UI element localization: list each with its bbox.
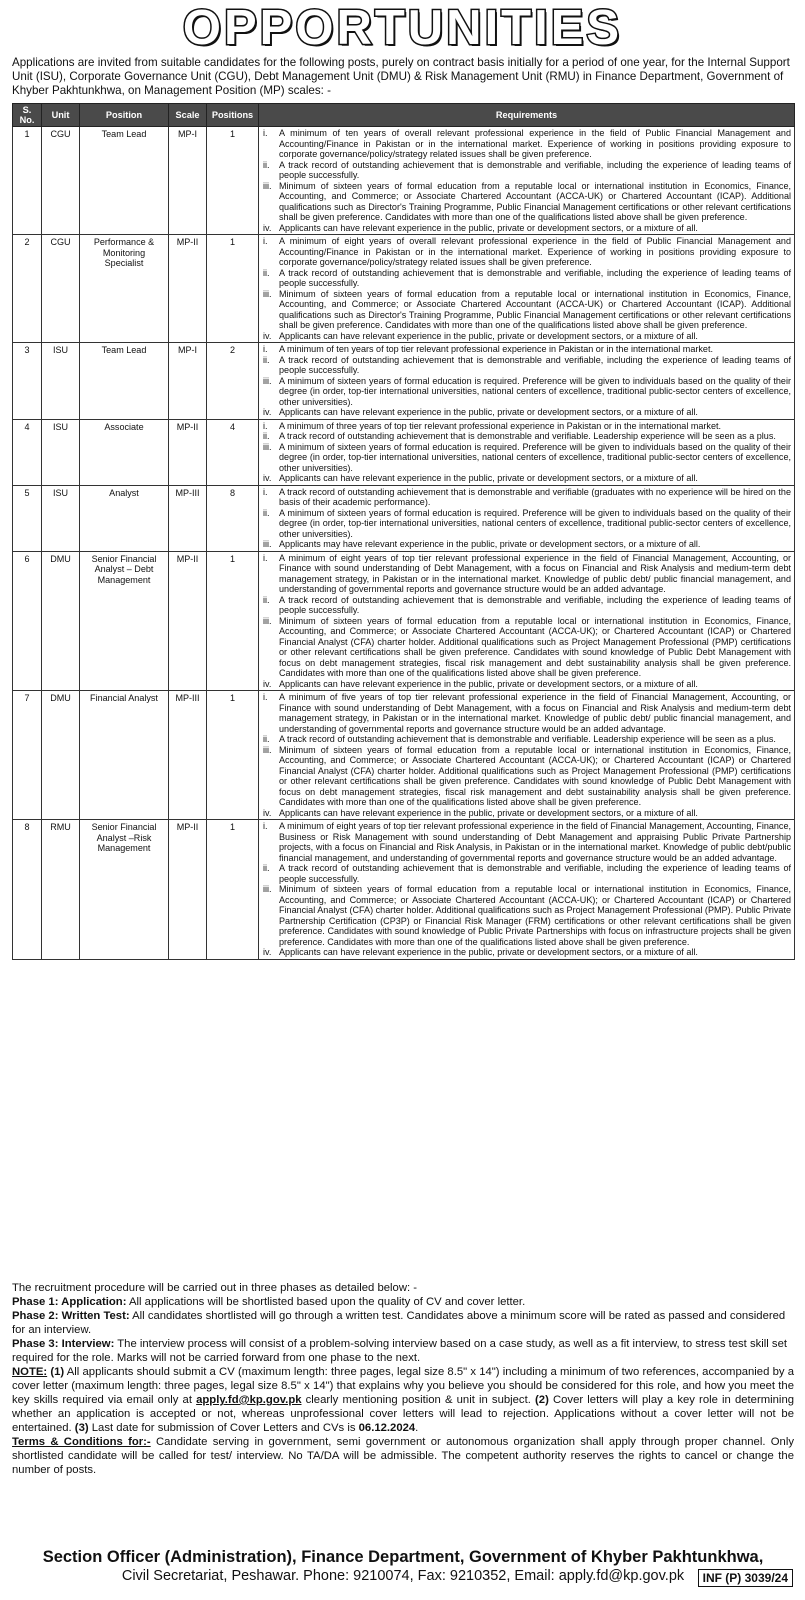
cell-scale: MP-II [169,820,207,960]
cell-scale: MP-II [169,419,207,485]
requirement-item [263,595,791,616]
cell-requirements [259,419,795,485]
requirement-text: A track record of outstanding achievement that is demonstrable and verifiable, including the experience of leading teams of people successfully. [279,159,791,180]
cell-requirements [259,127,795,235]
note-num-2: (2) [530,1394,549,1406]
requirement-item [263,487,791,508]
requirement-number: iii. [263,180,272,191]
requirement-text: A track record of outstanding achievement that is demonstrable and verifiable (graduates with no experience will be hired on the basis of their academic performance). [279,486,791,507]
page-title: OPPORTUNITIES [182,1,623,55]
note-label: NOTE: [12,1366,48,1378]
requirement-text: A track record of outstanding achievement that is demonstrable and verifiable, including the experience of leading teams of people successfully. [279,354,791,375]
cell-unit: ISU [42,343,80,420]
cell-positions: 1 [207,691,259,820]
cell-requirements [259,235,795,343]
note-text-1: All applicants should submit a CV (maximum length: three pages, legal size 8.5" x 14") including a minimum of two references, accompanied by a cover letter (maximum length: three pages, legal size 8.5" x 14") that explains why you believe you should be considered for this role, and how you meet the key skills required via email only at [12,1366,794,1406]
requirement-item [263,821,791,863]
cell-positions: 1 [207,127,259,235]
note-num-3: (3) [71,1422,89,1434]
requirement-item [263,947,791,958]
requirement-text: Applicants can have relevant experience in the public, private or development sectors, or a mixture of all. [279,678,698,689]
requirement-number: i. [263,552,268,563]
requirement-number: iii. [263,615,272,626]
cell-position: Senior Financial Analyst – Debt Management [80,551,169,691]
requirement-number: ii. [263,507,270,518]
requirements-list [263,553,791,690]
requirement-text: A track record of outstanding achievement that is demonstrable and verifiable. Leadership experience will be seen as a plus. [279,734,776,744]
table-row [13,235,795,343]
cell-scale: MP-III [169,485,207,551]
requirement-number: ii. [263,159,270,170]
requirement-number: iv. [263,473,272,483]
requirement-number: i. [263,692,268,702]
requirement-number: iii. [263,539,272,549]
requirement-text: Minimum of sixteen years of formal education from a reputable local or international institution in Economics, Finance, Accounting, and Commerce; or Associate Chartered Accountant (ACCA-UK); or Chartered Accountant (ICAP) or Chartered Financial Analyst (CFA) charter holder. Additional qualifications such as Project Management Professional (PMP) certifications or other relevant certifications shall be given preference. Candidates with sound knowledge of Public Debt Management with focus on debt management strategies, fiscal risk management and debt sustainability analysis shall be given preference. Candidates with more than one of the qualifications listed above shall be given preference. [279,744,791,807]
requirement-number: ii. [263,863,270,873]
table-row [13,551,795,691]
requirement-text: Applicants can have relevant experience in the public, private or development sectors, or a mixture of all. [279,222,698,233]
phase-3-label: Phase 3: Interview: [12,1338,115,1350]
cell-positions: 1 [207,820,259,960]
table-header-row [13,104,795,127]
requirement-number: i. [263,420,268,431]
requirement-number: iv. [263,947,272,957]
requirement-text: A track record of outstanding achievement that is demonstrable and verifiable, including the experience of leading teams of people successfully. [279,863,791,884]
requirement-item [263,128,791,160]
requirement-number: i. [263,821,268,831]
note-text-3: Last date for submission of Cover Letters and CVs is [88,1422,359,1434]
requirement-text: Minimum of sixteen years of formal education from a reputable local or international institution in Economics, Finance, Accounting, and Commerce; or Associate Chartered Accountant (ACCA-UK); or Chartered Accountant (ICAP) or Chartered Financial Analyst (CFA) charter holder. Additional qualifications such as Project Management Professional (PMP) certifications or other relevant certifications shall be given preference. Candidates with sound knowledge of Public Debt Management with focus on debt management strategies, fiscal risk management and debt sustainability analysis shall be given preference. Candidates with more than one of the qualifications listed above shall be given preference. [279,615,791,678]
requirement-number: i. [263,486,268,497]
requirement-number: iii. [263,375,272,386]
cell-scale: MP-II [169,551,207,691]
requirement-text: Applicants can have relevant experience in the public, private or development sectors, or a mixture of all. [279,330,698,341]
requirement-number: iv. [263,330,272,341]
requirement-number: iii. [263,441,272,452]
requirement-item [263,376,791,408]
requirement-number: ii. [263,734,270,744]
terms-paragraph [12,1435,794,1477]
requirement-text: Applicants can have relevant experience in the public, private or development sectors, or a mixture of all. [279,807,698,818]
requirement-number: iii. [263,288,272,299]
requirements-list [263,421,791,484]
note-date: 06.12.2024 [358,1422,416,1434]
requirement-number: i. [263,236,268,246]
requirement-item [263,473,791,484]
terms-text: Candidate serving in government, semi government or autonomous organization shall apply through proper channel. Only shortlisted candidate will be called for test/ interview. No TA/DA will be admissible. The competent authority reserves the rights to cancel or change the number of posts. [12,1436,794,1476]
requirement-text: A minimum of five years of top tier relevant professional experience in the field of Financial Management, Accounting, or Finance with sound understanding of Debt Management, with a focus on Financial and Risk Analysis and medium-term debt management strategy, in Pakistan or in the international market. Knowledge of public debt/ public financial management, and understanding of governmental reports and governance structure would be an added advantage. [279,692,791,734]
cell-sno: 5 [13,485,42,551]
requirement-item [263,431,791,442]
requirement-item [263,407,791,418]
table-row [13,419,795,485]
requirement-item [263,808,791,819]
phase-2 [12,1309,794,1337]
table-row [13,691,795,820]
cell-positions: 2 [207,343,259,420]
requirement-text: Applicants can have relevant experience in the public, private or development sectors, or a mixture of all. [279,407,698,417]
requirement-item [263,616,791,679]
requirements-list [263,692,791,818]
requirement-text: A track record of outstanding achievement that is demonstrable and verifiable, including the experience of leading teams of people successfully. [279,594,791,615]
requirement-item [263,223,791,234]
note-email-link[interactable]: apply.fd@kp.gov.pk [196,1394,302,1406]
header-position: Position [80,104,169,127]
cell-unit: ISU [42,419,80,485]
cell-position: Performance & Monitoring Specialist [80,235,169,343]
requirement-text: Minimum of sixteen years of formal education from a reputable local or international institution in Economics, Finance, Accounting, and Commerce; or Associate Chartered Accountant (ACCA-UK) or Chartered Accountant (ICAP). Additional qualifications such as Director's Training Programme, Public Financial Management certifications or other relevant certifications shall be given preference. Candidates with more than one of the qualifications listed above shall be given preference. [279,288,791,330]
requirement-item [263,539,791,550]
requirement-item [263,553,791,595]
requirement-number: iv. [263,807,272,818]
header-requirements: Requirements [259,104,795,127]
cell-unit: CGU [42,235,80,343]
requirement-text: A minimum of three years of top tier relevant professional experience in Pakistan or in the international market. [279,420,722,431]
requirement-text: A minimum of sixteen years of formal education is required. Preference will be given to individuals based on the quality of their degree (in order, top-tier international universities, national centers of excellence, traditional public-sector centers of excellence, other universities). [279,441,791,473]
requirement-item [263,692,791,734]
cell-position: Financial Analyst [80,691,169,820]
cell-positions: 4 [207,419,259,485]
cell-scale: MP-I [169,343,207,420]
requirement-number: iv. [263,222,272,233]
cell-requirements [259,551,795,691]
cell-requirements [259,691,795,820]
requirements-list [263,821,791,958]
table-row [13,485,795,551]
phase-1-label: Phase 1: Application: [12,1296,127,1308]
requirement-item [263,442,791,474]
cell-position: Team Lead [80,127,169,235]
requirement-number: ii. [263,354,270,365]
terms-label: Terms & Conditions for:- [12,1436,151,1448]
phase-1 [12,1295,794,1309]
cell-sno: 7 [13,691,42,820]
cell-position: Associate [80,419,169,485]
requirement-item [263,745,791,808]
requirement-number: i. [263,128,268,138]
cell-positions: 1 [207,235,259,343]
cell-unit: CGU [42,127,80,235]
cell-requirements [259,820,795,960]
cell-position: Team Lead [80,343,169,420]
procedure-section [12,1281,794,1477]
header-positions: Positions [207,104,259,127]
requirement-item [263,679,791,690]
requirement-number: iv. [263,678,272,689]
phase-3-text: The interview process will consist of a problem-solving interview based on a case study, as well as a fit interview, to stress test skill set required for the role. Marks will not be carried forward from one phase to the next. [12,1338,787,1364]
requirements-list [263,128,791,233]
cell-unit: ISU [42,485,80,551]
procedure-intro: The recruitment procedure will be carried out in three phases as detailed below: - [12,1282,418,1294]
table-body [13,127,795,960]
requirement-item [263,421,791,432]
header-sno: S. No. [13,104,42,127]
requirement-item [263,289,791,331]
requirement-item [263,734,791,745]
requirement-text: A minimum of sixteen years of formal education is required. Preference will be given to individuals based on the quality of their degree (in order, top-tier international universities, national centers of excellence, traditional public-sector centers of excellence, other universities). [279,375,791,407]
table-row [13,127,795,235]
note-text-3-end: . [415,1422,419,1434]
table-row [13,343,795,420]
note-paragraph [12,1365,794,1435]
phase-2-text: All candidates shortlisted will go through a written test. Candidates above a minimum score will be rated as passed and considered for an interview. [12,1310,786,1336]
header-banner [0,0,805,56]
cell-sno: 2 [13,235,42,343]
requirements-list [263,344,791,418]
requirement-text: Minimum of sixteen years of formal education from a reputable local or international institution in Economics, Finance, Accounting, and Commerce; or Associate Chartered Accountant (ACCA-UK); or Chartered Accountant (ICAP) or Chartered Financial Analyst (CFA) charter holder. Additional qualifications such as Project Management Professional (PMP). Public Private Partnership Certification (CP3P) or Financial Risk Manager (FRM) certifications or other relevant certifications shall be given preference. Candidates with sound knowledge of Public Private Partnerships with focus on infrastructure projects shall be given preference. Candidates with more than one of the qualifications listed above shall be given preference. [279,884,791,947]
requirement-item [263,344,791,355]
header-unit: Unit [42,104,80,127]
requirement-item [263,160,791,181]
cell-unit: RMU [42,820,80,960]
requirement-item [263,236,791,268]
requirement-text: A track record of outstanding achievement that is demonstrable and verifiable. Leadership experience will be seen as a plus. [279,431,776,441]
cell-positions: 8 [207,485,259,551]
footer-line-1: Section Officer (Administration), Finance Department, Government of Khyber Pakhtunkhwa, [42,1548,764,1566]
requirement-text: A minimum of ten years of overall relevant professional experience in the field of Public Financial Management and Accounting/Finance in Pakistan or in the international market. Experience of working in positions providing exposure to corporate governance/policy/strategy related issues shall be given preference. [279,128,791,159]
cell-sno: 3 [13,343,42,420]
phase-1-text: All applications will be shortlisted based upon the quality of CV and cover letter. [126,1296,526,1308]
requirement-item [263,331,791,342]
note-text-1-tail: clearly mentioning position & unit in subject. [301,1394,531,1406]
positions-table [12,103,795,960]
requirement-item [263,863,791,884]
cell-scale: MP-I [169,127,207,235]
requirement-item [263,355,791,376]
cell-sno: 1 [13,127,42,235]
requirement-text: A track record of outstanding achievement that is demonstrable and verifiable, including the experience of leading teams of people successfully. [279,267,791,288]
requirement-text: Applicants can have relevant experience in the public, private or development sectors, or a mixture of all. [279,473,698,483]
requirement-text: A minimum of eight years of top tier relevant professional experience in the field of Financial Management, Accounting, Finance, Business or Risk Management with sound understanding of Debt Management and appraising Public Private Partnership projects, with a focus on Financial and Risk Analysis, in Pakistan or in the international market. Knowledge of public debt/public financial management, and understanding of governmental reports and governance structure would be an added advantage. [279,821,791,863]
footer-line-2: Civil Secretariat, Peshawar. Phone: 9210074, Fax: 9210352, Email: apply.fd@kp.gov.pk [121,1568,685,1584]
requirement-item [263,181,791,223]
cell-scale: MP-II [169,235,207,343]
phase-2-label: Phase 2: Written Test: [12,1310,130,1322]
intro-paragraph: Applications are invited from suitable candidates for the following posts, purely on contract basis initially for a period of one year, for the Internal Support Unit (ISU), Corporate Governance Unit (CGU), Debt Management Unit (DMU) & Risk Management Unit (RMU) in Finance Department, Government of Khyber Pakhtunkhwa, on Management Position (MP) scales: - [12,56,790,97]
requirement-text: A minimum of sixteen years of formal education is required. Preference will be given to individuals based on the quality of their degree (in order, top-tier international universities, national centers of excellence, traditional public-sector centers of excellence, other universities). [279,507,791,539]
cell-requirements [259,485,795,551]
cell-sno: 4 [13,419,42,485]
note-text-2: Cover letters will play a key role in determining whether an application is accepted or not, whereas unprofessional cover letters will lead to rejection. Applications without a cover letter will not be entertained. [12,1394,795,1434]
requirement-number: i. [263,344,268,354]
note-num-1: (1) [47,1366,65,1378]
requirement-text: A minimum of eight years of top tier relevant professional experience in the field of Financial Management, Accounting, or Finance with sound understanding of Debt Management, with a focus on Financial and Risk Analysis and medium-term debt management strategy, in Pakistan or in the international market. Knowledge of public debt/ public financial management, and understanding of governmental reports and governance structure would be an added advantage. [279,552,791,594]
inf-badge: INF (P) 3039/24 [698,1569,793,1587]
cell-position: Analyst [80,485,169,551]
cell-unit: DMU [42,691,80,820]
cell-scale: MP-III [169,691,207,820]
requirement-text: A minimum of ten years of top tier relevant professional experience in Pakistan or in the international market. [279,344,713,354]
requirement-number: iv. [263,407,272,417]
footer [12,1548,794,1586]
requirement-item [263,268,791,289]
requirement-number: ii. [263,431,270,441]
requirement-number: ii. [263,594,270,605]
requirement-number: iii. [263,744,272,755]
requirement-text: A minimum of eight years of overall relevant professional experience in the field of Public Financial Management and Accounting/Finance in Pakistan or in the international market. Experience of working in positions providing exposure to corporate governance/policy/strategy related issues shall be given preference. [279,236,791,267]
requirement-number: ii. [263,267,270,278]
phase-3 [12,1337,794,1365]
header-scale: Scale [169,104,207,127]
cell-position: Senior Financial Analyst –Risk Management [80,820,169,960]
cell-requirements [259,343,795,420]
requirement-text: Minimum of sixteen years of formal education from a reputable local or international institution in Economics, Finance, Accounting, and Commerce; or Associate Chartered Accountant (ACCA-UK) or Chartered Accountant (ICAP). Additional qualifications such as Director's Training Programme, Public Financial Management certifications or other relevant certifications shall be given preference. Candidates with more than one of the qualifications listed above shall be given preference. [279,180,791,222]
requirements-list [263,487,791,550]
cell-positions: 1 [207,551,259,691]
requirement-text: Applicants may have relevant experience in the public, private or development sectors, or a mixture of all. [279,539,701,549]
table-row [13,820,795,960]
requirement-number: iii. [263,884,272,894]
requirement-text: Applicants can have relevant experience in the public, private or development sectors, or a mixture of all. [279,947,698,957]
cell-sno: 8 [13,820,42,960]
cell-unit: DMU [42,551,80,691]
requirements-list [263,236,791,341]
requirement-item [263,508,791,540]
cell-sno: 6 [13,551,42,691]
requirement-item [263,884,791,947]
